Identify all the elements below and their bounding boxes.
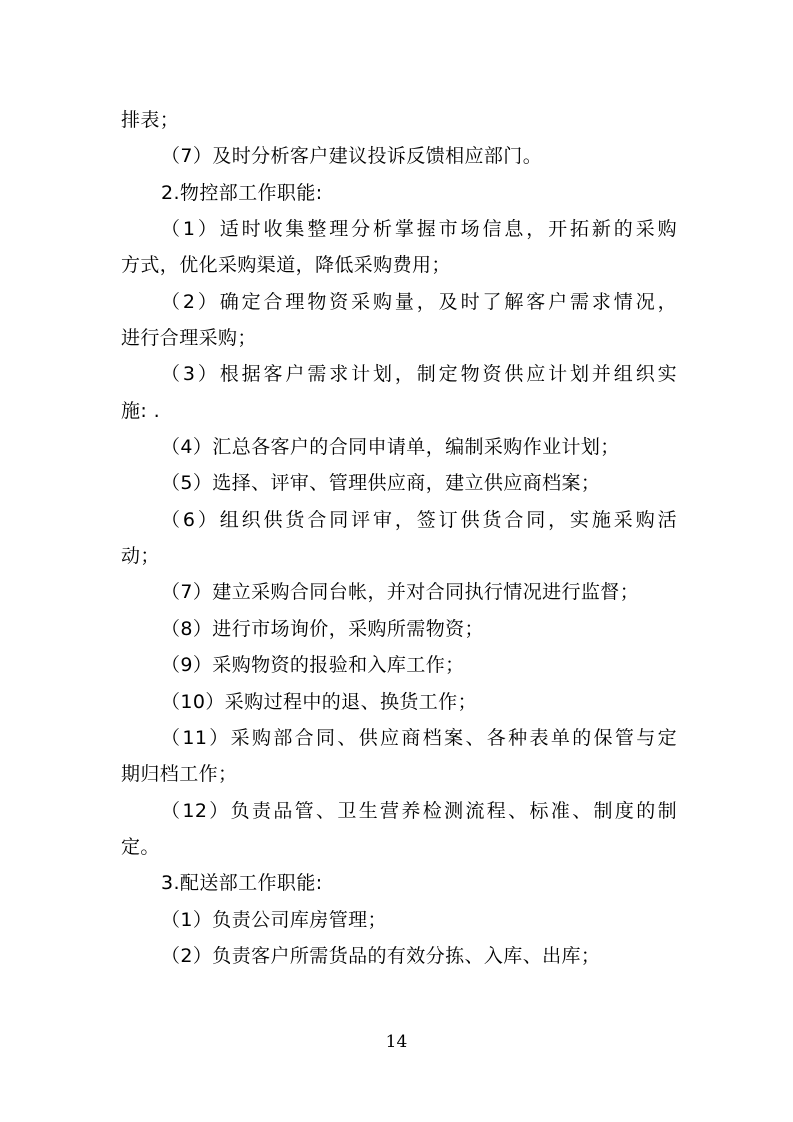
list-item: （5）选择、评审、管理供应商，建立供应商档案； [161,472,601,495]
list-item: （7）建立采购合同台帐，并对合同执行情况进行监督； [161,581,640,604]
text-line: 方式，优化采购渠道，降低采购费用； [121,254,451,277]
document-body [121,102,677,974]
text-line: 进行合理采购； [121,327,257,350]
text-line: 期归档工作； [121,763,238,786]
page-number: 14 [385,1032,408,1052]
list-item: （11）采购部合同、供应商档案、各种表单的保管与定 [161,726,677,749]
list-item: （1）负责公司库房管理； [161,908,387,931]
list-item: （10）采购过程中的退、换货工作； [161,690,477,713]
list-item: （12）负责品管、卫生营养检测流程、标准、制度的制 [161,799,677,822]
text-line: 施: . [121,399,161,422]
list-item: （6）组织供货合同评审，签订供货合同，实施采购活 [161,508,677,531]
list-item: （7）及时分析客户建议投诉反馈相应部门。 [161,145,543,168]
text-line: 排表； [121,109,180,131]
section-heading: 2.物控部工作职能: [161,181,323,204]
section-heading: 3.配送部工作职能: [161,872,323,895]
text-line: 动； [121,545,160,568]
list-item: （9）采购物资的报验和入库工作； [161,654,465,677]
list-item: （3）根据客户需求计划，制定物资供应计划并组织实 [161,363,677,386]
list-item: （2）确定合理物资采购量，及时了解客户需求情况， [161,290,677,313]
list-item: （2）负责客户所需货品的有效分拣、入库、出库； [161,944,601,967]
list-item: （1）适时收集整理分析掌握市场信息，开拓新的采购 [161,218,677,241]
list-item: （8）进行市场询价，采购所需物资； [161,617,484,640]
list-item: （4）汇总各客户的合同申请单，编制采购作业计划； [161,436,620,459]
text-line: 定。 [121,835,160,858]
